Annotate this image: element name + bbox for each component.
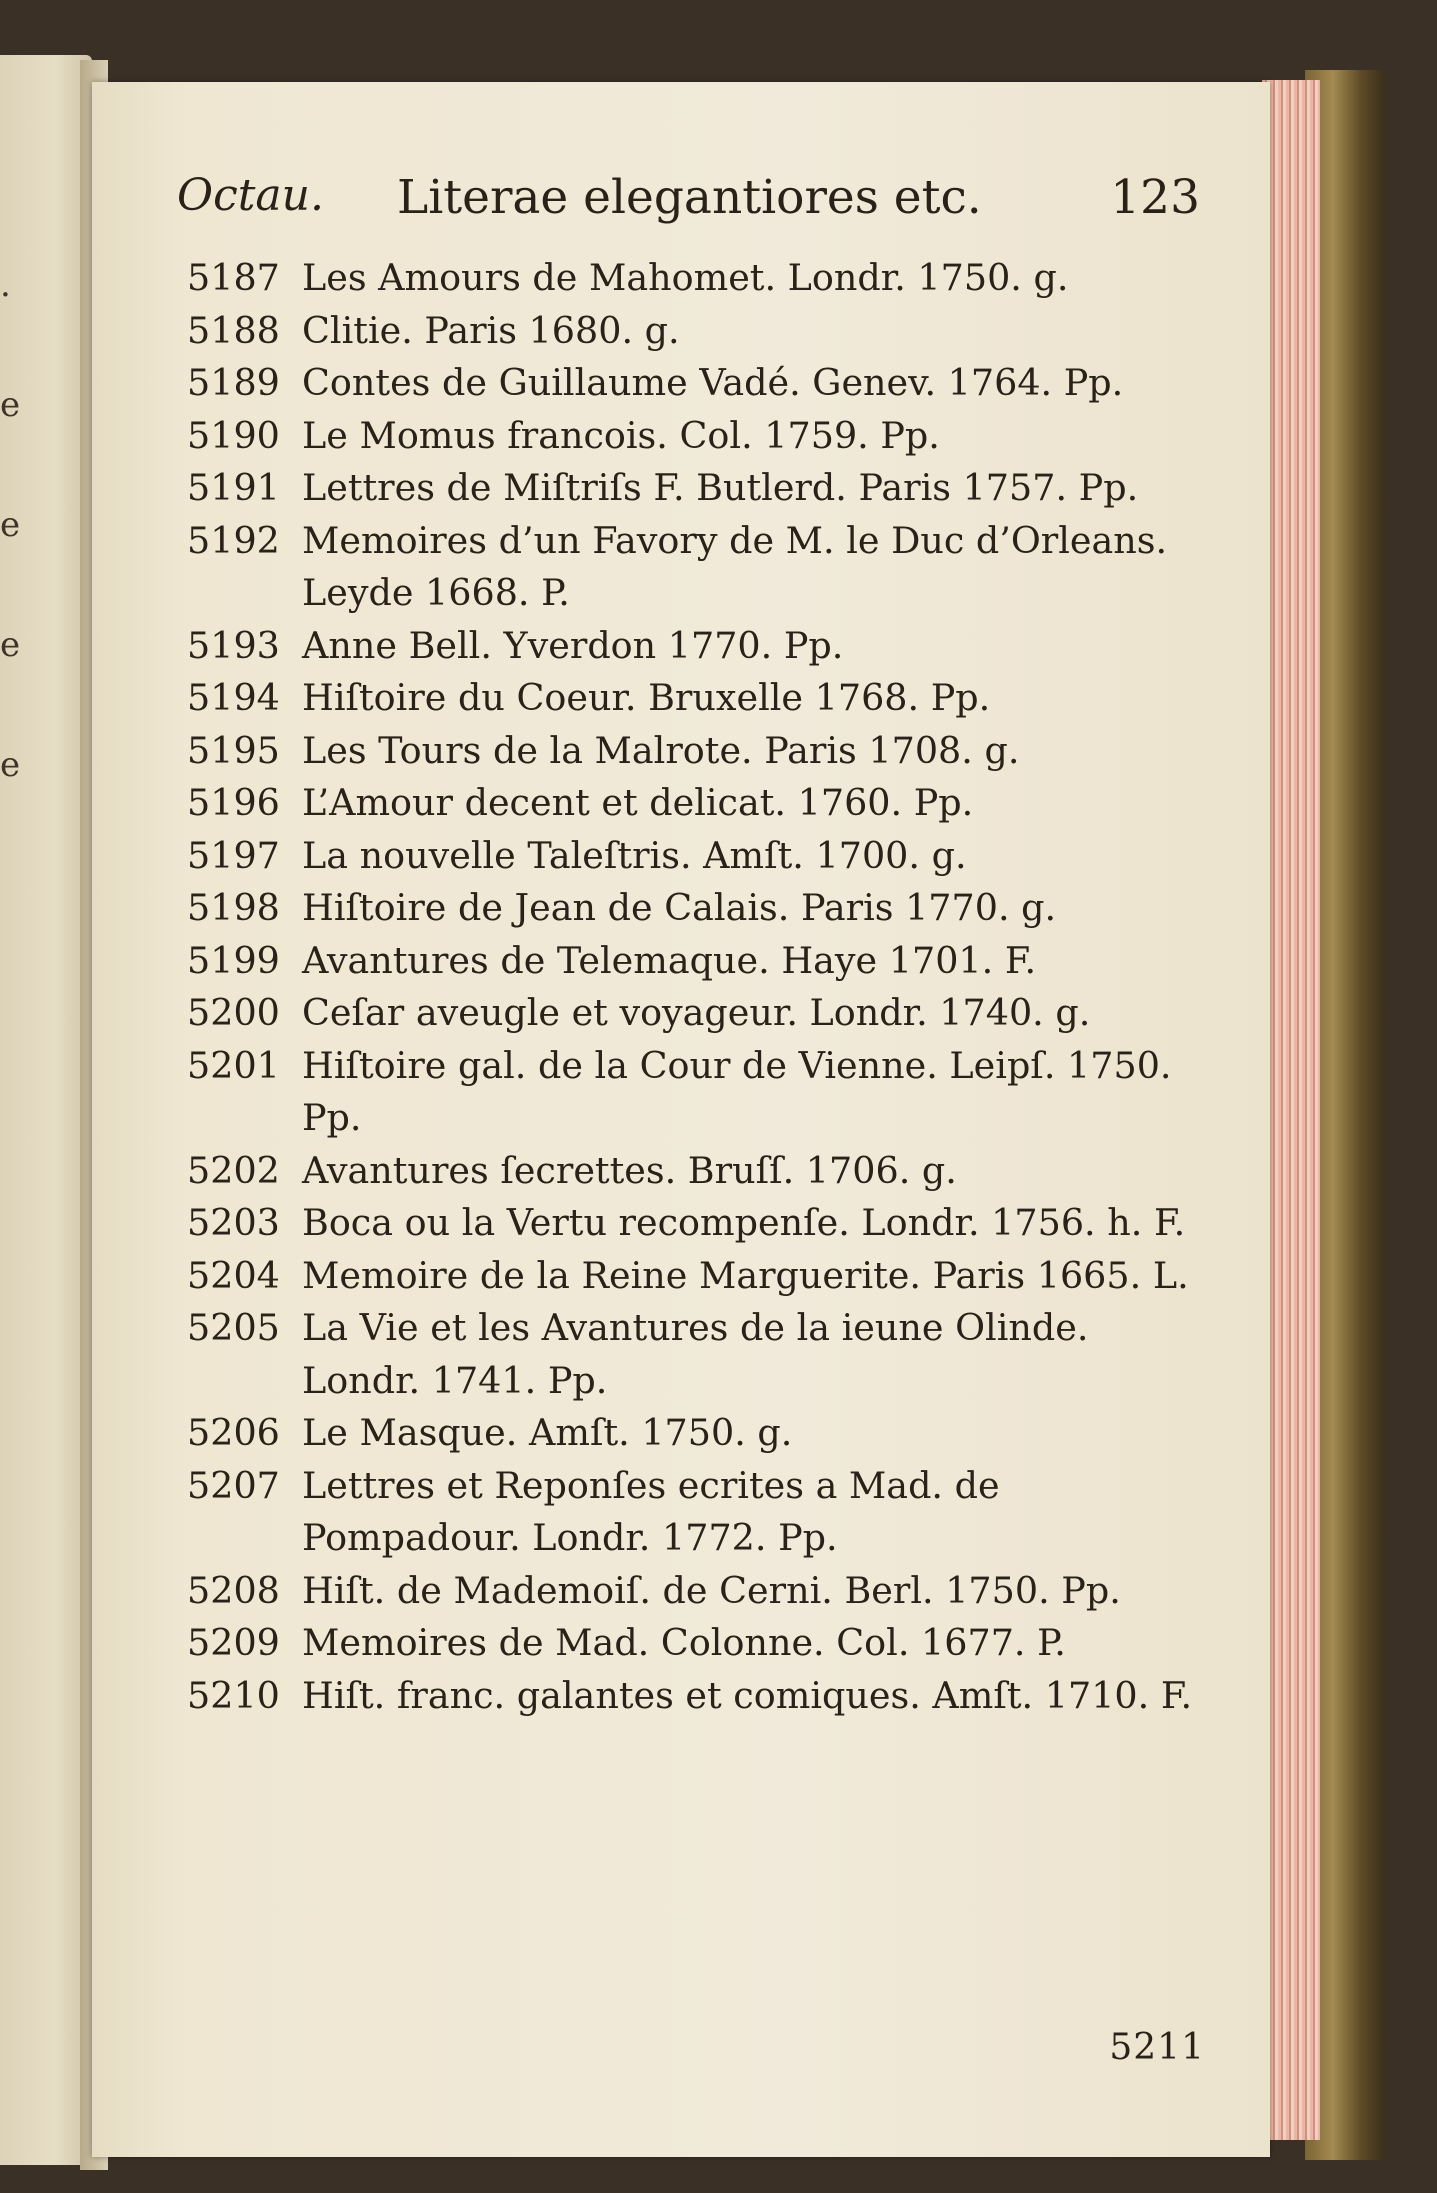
entry-text: La nouvelle Taleſtris. Amſt. 1700. g. [302,833,967,877]
entry-number: 5207 [187,1463,280,1507]
format-label: Octau. [177,170,324,221]
facing-mark: e [0,745,21,785]
entry-number: 5199 [187,938,280,982]
facing-mark: e [0,385,21,425]
entry-number: 5209 [187,1621,280,1664]
catalogue-entry [187,462,1215,515]
catalogue-entry [187,1407,1215,1460]
catalogue-entry [187,1670,1215,1723]
entry-text: Lettres de Miſtriſs F. Butlerd. Paris 1757. Pp. [302,466,1139,509]
catalogue-entry [187,252,1215,305]
catalogue-entry [187,987,1215,1040]
entry-text: Hiſtoire de Jean de Calais. Paris 1770. g. [302,886,1057,929]
facing-page [0,55,92,2165]
book-page [92,82,1270,2157]
entry-text: Hiſtoire gal. de la Cour de Vienne. Leipſ. 1750. Pp. [302,1043,1172,1139]
catalogue-entry [187,1302,1215,1407]
entry-text: Memoires de Mad. Colonne. Col. 1677. P. [302,1621,1066,1664]
section-title: Literae elegantiores etc. [397,170,982,225]
entry-text: Lettres et Reponſes ecrites a Mad. de Pompadour. Londr. 1772. Pp. [302,1463,1000,1559]
catalogue-entry [187,305,1215,358]
catalogue-entry [187,1617,1215,1670]
entry-number: 5193 [187,623,280,667]
entry-text: Clitie. Paris 1680. g. [302,308,680,352]
catalogue-entry [187,1460,1215,1565]
entry-number: 5201 [187,1043,280,1087]
entry-number: 5200 [187,991,280,1034]
entry-number: 5210 [187,1673,280,1717]
entry-number: 5198 [187,886,280,929]
entry-number: 5191 [187,466,280,509]
entry-text: Hiſtoire du Coeur. Bruxelle 1768. Pp. [302,676,991,719]
entry-number: 5194 [187,676,280,719]
entry-number: 5206 [187,1411,280,1454]
entry-number: 5195 [187,728,280,772]
catalogue-entry [187,410,1215,463]
entry-number: 5202 [187,1148,280,1192]
catalogue-entry [187,515,1215,620]
entry-text: La Vie et les Avantures de la ieune Olinde. Londr. 1741. Pp. [302,1306,1089,1402]
catalogue-entries [187,252,1215,1722]
entry-text: Anne Bell. Yverdon 1770. Pp. [302,623,844,667]
entry-text: Les Amours de Mahomet. Londr. 1750. g. [302,256,1069,299]
entry-number: 5187 [187,256,280,299]
catalogue-entry [187,1145,1215,1198]
catalogue-entry [187,830,1215,883]
catalogue-entry [187,935,1215,988]
entry-number: 5203 [187,1201,280,1244]
catalogue-entry [187,1197,1215,1250]
entry-number: 5192 [187,518,280,562]
entry-text: Avantures de Telemaque. Haye 1701. F. [302,938,1037,982]
entry-number: 5204 [187,1253,280,1297]
entry-number: 5189 [187,361,280,404]
facing-mark: e [0,505,21,545]
facing-mark: e [0,625,21,665]
entry-number: 5196 [187,781,280,824]
entry-number: 5188 [187,308,280,352]
entry-text: Contes de Guillaume Vadé. Genev. 1764. Pp. [302,361,1124,404]
entry-text: Boca ou la Vertu recompenſe. Londr. 1756. h. F. [302,1201,1186,1244]
entry-text: Ceſar aveugle et voyageur. Londr. 1740. g. [302,991,1091,1034]
catalogue-entry [187,1565,1215,1618]
catalogue-entry [187,357,1215,410]
facing-page-marks [0,225,40,825]
catalogue-entry [187,1250,1215,1303]
entry-number: 5205 [187,1306,280,1349]
entry-text: Le Momus francois. Col. 1759. Pp. [302,413,940,457]
entry-text: L’Amour decent et delicat. 1760. Pp. [302,781,974,824]
page-fore-edge [1262,80,1320,2140]
entry-text: Memoire de la Reine Marguerite. Paris 1665. L. [302,1253,1189,1297]
catalogue-entry [187,1040,1215,1145]
running-head [177,170,1200,240]
catalogue-entry [187,725,1215,778]
entry-text: Hiſt. de Mademoiſ. de Cerni. Berl. 1750. Pp. [302,1568,1121,1612]
entry-text: Le Masque. Amſt. 1750. g. [302,1411,793,1454]
catalogue-entry [187,672,1215,725]
entry-text: Avantures ſecrettes. Bruſſ. 1706. g. [302,1148,957,1192]
entry-number: 5197 [187,833,280,877]
entry-number: 5190 [187,413,280,457]
entry-text: Hiſt. franc. galantes et comiques. Amſt. 1710. F. [302,1673,1193,1717]
entry-text: Les Tours de la Malrote. Paris 1708. g. [302,728,1020,772]
catchword: 5211 [1109,2027,1205,2068]
entry-text: Memoires d’un Favory de M. le Duc d’Orleans. Leyde 1668. P. [302,518,1168,614]
facing-mark: . [0,265,11,305]
page-number: 123 [1110,170,1200,225]
catalogue-entry [187,620,1215,673]
catalogue-entry [187,777,1215,830]
entry-number: 5208 [187,1568,280,1612]
catalogue-entry [187,882,1215,935]
